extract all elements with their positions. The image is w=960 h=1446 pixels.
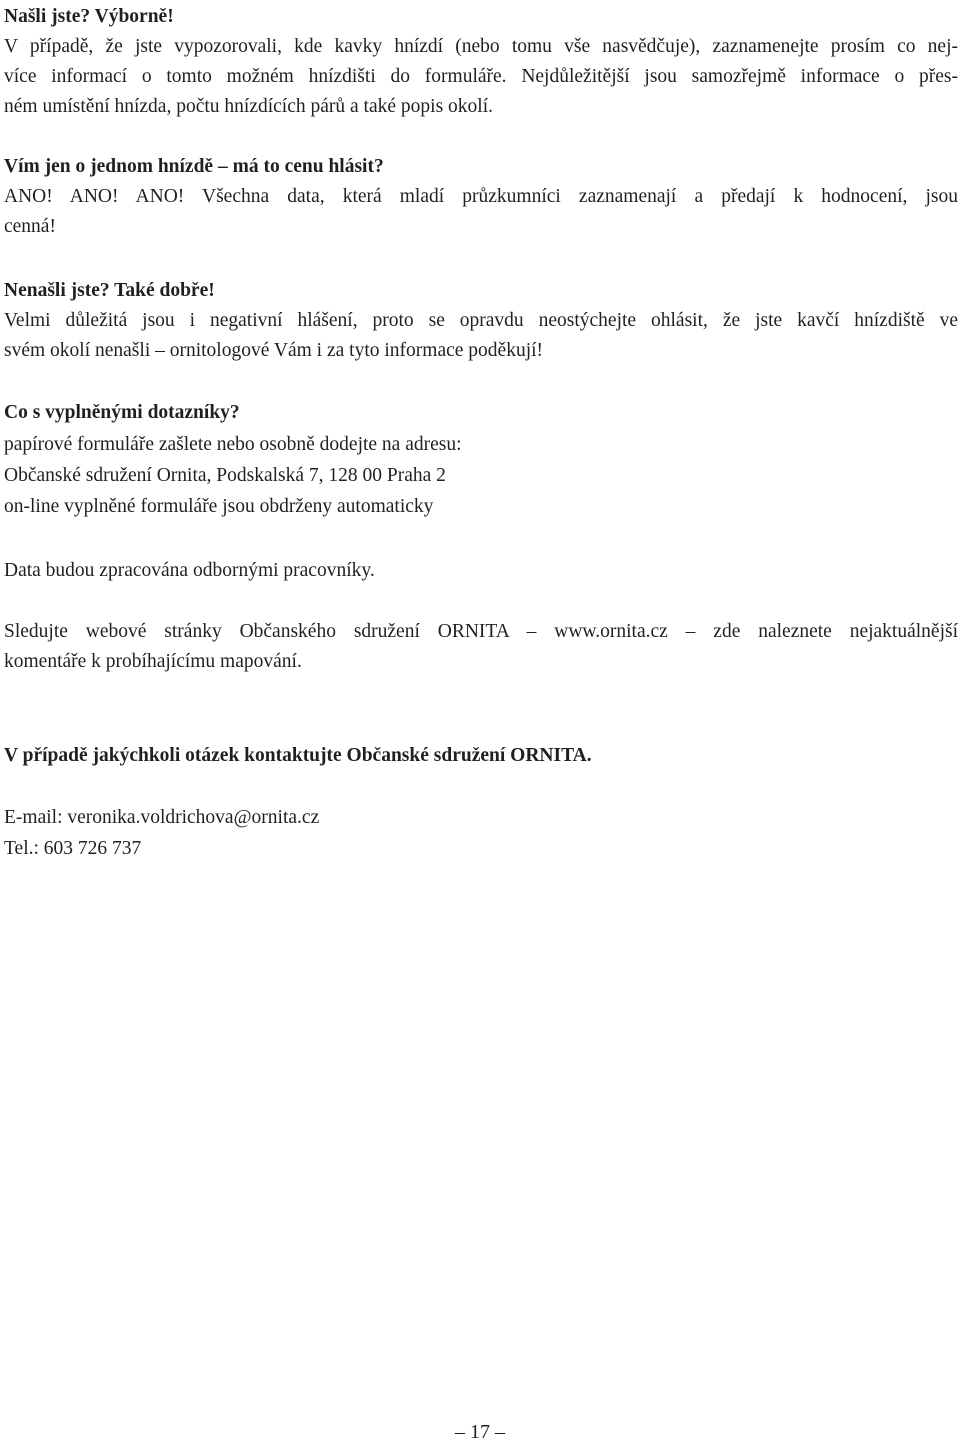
forms-line-online: on-line vyplněné formuláře jsou obdrženy automaticky — [4, 496, 434, 517]
paragraph-not-found — [4, 306, 958, 336]
paragraph-line: komentáře k probíhajícímu mapování. — [4, 651, 302, 672]
heading-forms: Co s vyplněnými dotazníky? — [4, 402, 240, 423]
paragraph-line: cenná! — [4, 216, 56, 237]
processing-note: Data budou zpracována odbornými pracovníky. — [4, 560, 375, 581]
forms-line-mail: papírové formuláře zašlete nebo osobně dodejte na adresu: — [4, 434, 462, 455]
paragraph-one-nest — [4, 182, 958, 212]
paragraph-line: ANO! ANO! ANO! Všechna data, která mladí průzkumníci zaznamenají a předají k hodnocení, jsou — [4, 186, 958, 207]
paragraph-line: V případě, že jste vypozorovali, kde kavky hnízdí (nebo tomu vše nasvědčuje), zaznamenejte prosím co nej- — [4, 36, 958, 57]
contact-email: E-mail: veronika.voldrichova@ornita.cz — [4, 807, 320, 828]
contact-heading: V případě jakýchkoli otázek kontaktujte Občanské sdružení ORNITA. — [4, 745, 592, 766]
paragraph-line: Velmi důležitá jsou i negativní hlášení, proto se opravdu neostýchejte ohlásit, že jste kavčí hnízdiště ve — [4, 310, 958, 331]
heading-one-nest: Vím jen o jednom hnízdě – má to cenu hlásit? — [4, 156, 384, 177]
forms-line-address: Občanské sdružení Ornita, Podskalská 7, 128 00 Praha 2 — [4, 465, 446, 486]
paragraph-found — [4, 32, 958, 92]
website-note — [4, 617, 958, 647]
heading-not-found: Nenašli jste? Také dobře! — [4, 280, 215, 301]
paragraph-line: svém okolí nenašli – ornitologové Vám i za tyto informace poděkují! — [4, 340, 544, 361]
contact-phone: Tel.: 603 726 737 — [4, 838, 142, 859]
heading-found: Našli jste? Výborně! — [4, 6, 174, 27]
paragraph-line: Sledujte webové stránky Občanského sdružení ORNITA – www.ornita.cz – zde naleznete nejaktuálnější — [4, 621, 958, 642]
paragraph-line: ném umístění hnízda, počtu hnízdících párů a také popis okolí. — [4, 96, 494, 117]
page-number: – 17 – — [455, 1421, 505, 1443]
paragraph-line: více informací o tomto možném hnízdišti do formuláře. Nejdůležitější jsou samozřejmě informace o přes- — [4, 66, 958, 87]
